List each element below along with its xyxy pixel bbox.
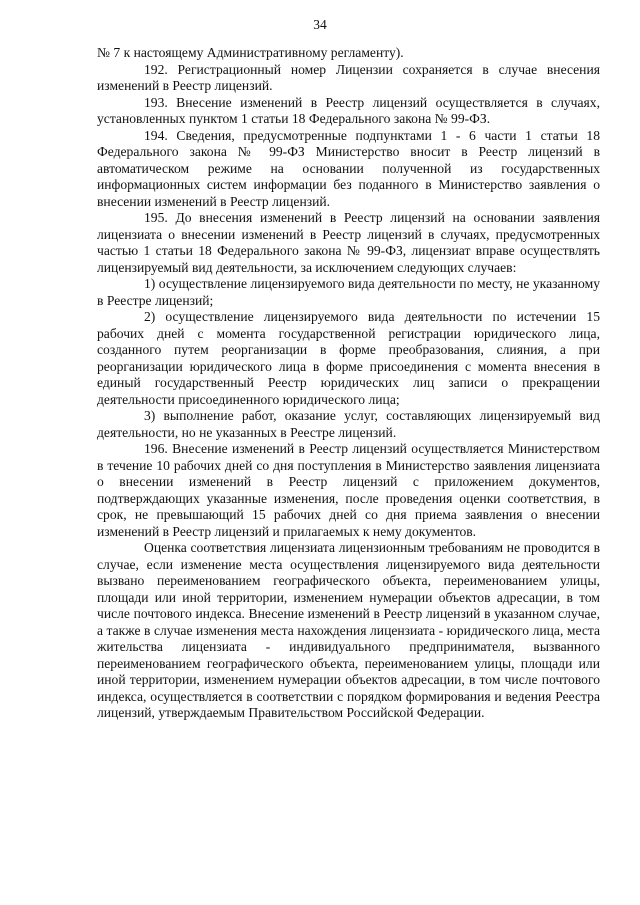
paragraph: 195. До внесения изменений в Реестр лицензий на основании заявления лицензиата о внесении изменений в Реестр лицензий в случаях, предусмотренных частью 1 статьи 18 Федерального закона № 99-ФЗ, лицензиат вправе осуществлять лицензируемый вид деятельности, за исключением следующих случаев: xyxy=(97,210,600,275)
paragraph: № 7 к настоящему Административному регламенту). xyxy=(97,45,404,60)
document-body xyxy=(97,45,600,722)
paragraph: 192. Регистрационный номер Лицензии сохраняется в случае внесения изменений в Реестр лицензий. xyxy=(97,61,600,93)
paragraph: Оценка соответствия лицензиата лицензионным требованиям не проводится в случае, если изменение места осуществления лицензируемого вида деятельности вызвано переименованием географического объекта, переименованием улицы, площади или иной территории, изменением нумерации объектов адресации, в том числе почтового индекса. Внесение изменений в Реестр лицензий в указанном случае, а также в случае изменения места нахождения лицензиата - юридического лица, места жительства лицензиата - индивидуального предпринимателя, вызванного переименованием географического объекта, переименованием улицы, площади или иной территории, изменением нумерации объектов адресации, в том числе почтового индекса, осуществляется в соответствии с порядком формирования и ведения Реестра лицензий, утверждаемым Правительством Российской Федерации. xyxy=(97,540,600,720)
paragraph: 194. Сведения, предусмотренные подпунктами 1 - 6 части 1 статьи 18 Федерального закона № 99-ФЗ Министерство вносит в Реестр лицензий в автоматическом режиме на основании полученной из государственных информационных систем информации без поданного в Министерство заявления о внесении изменений в Реестр лицензий. xyxy=(97,127,600,209)
list-item: 1) осуществление лицензируемого вида деятельности по месту, не указанному в Реестре лицензий; xyxy=(97,276,600,308)
page-number: 34 xyxy=(313,17,327,32)
list-item: 3) выполнение работ, оказание услуг, составляющих лицензируемый вид деятельности, но не указанных в Реестре лицензий. xyxy=(97,408,600,440)
paragraph: 196. Внесение изменений в Реестр лицензий осуществляется Министерством в течение 10 рабочих дней со дня поступления в Министерство заявления лицензиата о внесении изменений в Реестр лицензий с приложением документов, подтверждающих указанные изменения, после проведения оценки соответствия, в срок, не превышающий 15 рабочих дней со дня приема заявления о внесении изменений в Реестр лицензий и прилагаемых к нему документов. xyxy=(97,441,600,539)
list-item: 2) осуществление лицензируемого вида деятельности по истечении 15 рабочих дней с момента государственной регистрации юридического лица, созданного путем реорганизации в форме преобразования, слияния, а при реорганизации юридического лица в форме присоединения с момента внесения в единый государственный Реестр юридических лиц записи о прекращении деятельности присоединенного юридического лица; xyxy=(97,309,600,407)
paragraph: 193. Внесение изменений в Реестр лицензий осуществляется в случаях, установленных пунктом 1 статьи 18 Федерального закона № 99-ФЗ. xyxy=(97,94,600,126)
